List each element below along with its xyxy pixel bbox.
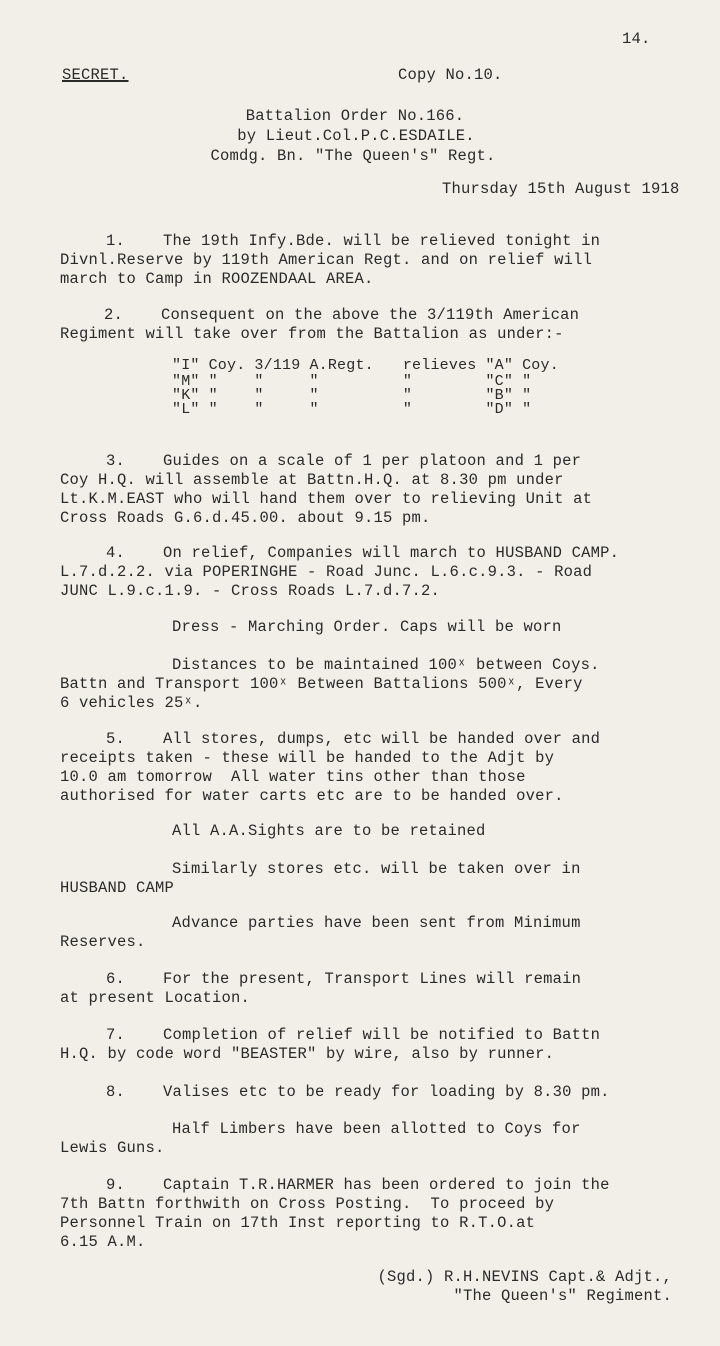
paragraph-line: 6 vehicles 25ˣ. xyxy=(60,694,203,712)
table-cell: " xyxy=(402,373,413,390)
page-number: 14. xyxy=(622,30,651,48)
paragraph-line: HUSBAND CAMP xyxy=(60,879,175,897)
paragraph-line: 8. Valises etc to be ready for loading by 8.30 pm. xyxy=(106,1083,610,1101)
signature-line-2: "The Queen's" Regiment. xyxy=(453,1287,672,1305)
order-heading xyxy=(0,106,720,166)
table-cell: relieves xyxy=(402,357,477,374)
paragraph-line: Reserves. xyxy=(60,933,146,951)
paragraph-7 xyxy=(60,1026,710,1064)
paragraph-line: Coy H.Q. will assemble at Battn.H.Q. at 8.30 pm under xyxy=(60,471,564,489)
paragraph-line: receipts taken - these will be handed to the Adjt by xyxy=(60,749,555,767)
dress-note: Dress - Marching Order. Caps will be worn xyxy=(172,618,562,636)
paragraph-line: Divnl.Reserve by 119th American Regt. and on relief will xyxy=(60,251,593,269)
table-cell: " xyxy=(402,387,413,404)
table-cell: " xyxy=(309,373,319,390)
paragraph-8 xyxy=(60,1083,710,1102)
heading-line-3: Comdg. Bn. "The Queen's" Regt. xyxy=(210,147,496,165)
table-cell: " xyxy=(208,387,218,404)
table-cell: Coy. xyxy=(522,357,559,374)
paragraph-line: Half Limbers have been allotted to Coys for xyxy=(172,1120,581,1138)
signature-line-1: (Sgd.) R.H.NEVINS Capt.& Adjt., xyxy=(377,1268,672,1286)
table-cell: "K" xyxy=(172,387,200,404)
paragraph-line: Similarly stores etc. will be taken over in xyxy=(172,860,581,878)
paragraph-line: 7. Completion of relief will be notified to Battn xyxy=(106,1026,601,1044)
distances-note xyxy=(60,656,710,713)
classification-label: SECRET. xyxy=(62,66,129,84)
table-cell: "C" xyxy=(485,373,514,390)
paragraph-6 xyxy=(60,970,710,1008)
sights-note: All A.A.Sights are to be retained xyxy=(172,822,486,840)
paragraph-line: 1. The 19th Infy.Bde. will be relieved tonight in xyxy=(106,232,601,250)
paragraph-1 xyxy=(60,232,710,289)
table-cell: " xyxy=(522,401,532,418)
paragraph-line: Lewis Guns. xyxy=(60,1139,165,1157)
table-cell: "A" xyxy=(485,357,514,374)
relief-table xyxy=(172,356,568,417)
signature-block xyxy=(377,1268,672,1306)
paragraph-line: at present Location. xyxy=(60,989,251,1007)
limbers-note xyxy=(60,1120,710,1158)
paragraph-3 xyxy=(60,452,710,528)
paragraph-line: JUNC L.9.c.1.9. - Cross Roads L.7.d.7.2. xyxy=(60,582,441,600)
heading-line-1: Battalion Order No.166. xyxy=(245,107,465,125)
table-cell: "L" xyxy=(172,401,200,418)
table-cell: Coy. xyxy=(208,357,246,374)
paragraph-line: 5. All stores, dumps, etc will be handed over and xyxy=(106,730,601,748)
paragraph-line: 7th Battn forthwith on Cross Posting. To proceed by xyxy=(60,1195,555,1213)
advance-note xyxy=(60,914,710,952)
paragraph-line: Advance parties have been sent from Minimum xyxy=(172,914,581,932)
paragraph-line: 9. Captain T.R.HARMER has been ordered to join the xyxy=(106,1176,610,1194)
paragraph-line: Distances to be maintained 100ˣ between Coys. xyxy=(172,656,600,674)
paragraph-4 xyxy=(60,544,710,601)
paragraph-line: authorised for water carts etc are to be handed over. xyxy=(60,787,564,805)
table-cell: "I" xyxy=(172,357,200,374)
table-cell: " xyxy=(309,401,319,418)
paragraph-line: Regiment will take over from the Battalion as under:- xyxy=(60,325,564,343)
table-cell: " xyxy=(309,387,319,404)
paragraph-line: 6.15 A.M. xyxy=(60,1233,146,1251)
table-row xyxy=(172,403,568,417)
paragraph-5 xyxy=(60,730,710,806)
paragraph-line: march to Camp in ROOZENDAAL AREA. xyxy=(60,270,374,288)
copy-number: Copy No.10. xyxy=(398,66,503,84)
paragraph-line: Cross Roads G.6.d.45.00. about 9.15 pm. xyxy=(60,509,431,527)
paragraph-line: H.Q. by code word "BEASTER" by wire, also by runner. xyxy=(60,1045,555,1063)
similarly-note xyxy=(60,860,710,898)
table-cell: "M" xyxy=(172,373,200,390)
table-cell: " xyxy=(402,401,413,418)
table-cell: " xyxy=(522,387,532,404)
table-cell: A.Regt. xyxy=(309,357,374,374)
table-cell: 3/119 xyxy=(254,357,301,374)
order-date: Thursday 15th August 1918 xyxy=(442,180,680,198)
paragraph-line: Lt.K.M.EAST who will hand them over to relieving Unit at xyxy=(60,490,593,508)
paragraph-2 xyxy=(60,306,710,344)
paragraph-line: 3. Guides on a scale of 1 per platoon and 1 per xyxy=(106,452,582,470)
table-cell: " xyxy=(522,373,532,390)
paragraph-9 xyxy=(60,1176,710,1252)
table-cell: " xyxy=(254,387,264,404)
paragraph-line: 2. Consequent on the above the 3/119th American xyxy=(104,306,580,324)
paragraph-line: 10.0 am tomorrow All water tins other than those xyxy=(60,768,526,786)
table-cell: " xyxy=(208,401,218,418)
heading-line-2: by Lieut.Col.P.C.ESDAILE. xyxy=(237,127,475,145)
paragraph-line: Battn and Transport 100ˣ Between Battalions 500ˣ, Every xyxy=(60,675,583,693)
table-cell: "D" xyxy=(485,401,514,418)
table-cell: "B" xyxy=(485,387,514,404)
table-cell: " xyxy=(254,373,264,390)
table-cell: " xyxy=(208,373,218,390)
paragraph-line: 6. For the present, Transport Lines will remain xyxy=(106,970,582,988)
paragraph-line: 4. On relief, Companies will march to HUSBAND CAMP. xyxy=(106,544,620,562)
table-cell: " xyxy=(254,401,264,418)
paragraph-line: Personnel Train on 17th Inst reporting to R.T.O.at xyxy=(60,1214,536,1232)
paragraph-line: L.7.d.2.2. via POPERINGHE - Road Junc. L.6.c.9.3. - Road xyxy=(60,563,593,581)
